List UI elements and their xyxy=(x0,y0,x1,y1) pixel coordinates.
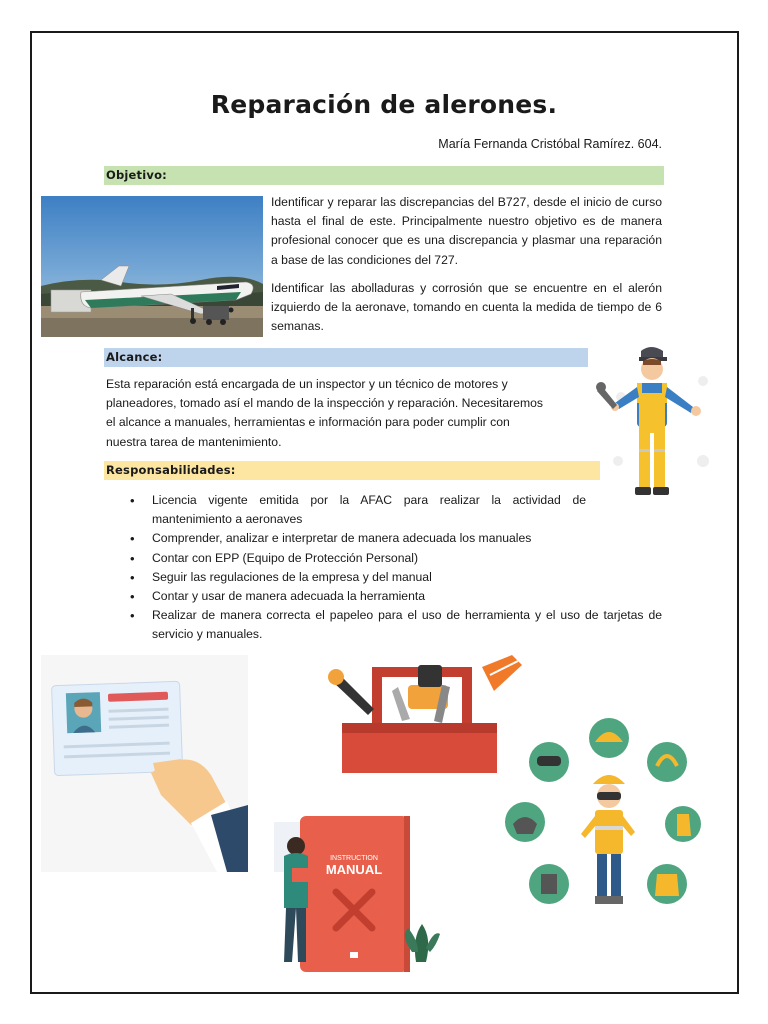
objetivo-paragraph-1: Identificar y reparar las discrepancias del B727, desde el inicio de curso hasta el final de este. Principalmente nuestro objetivo es de manera profesional conocer que es una discrepancia y plasmar una reparación a base de las condiciones del 727. xyxy=(271,195,662,267)
responsabilidades-heading: Responsabilidades: xyxy=(104,461,600,480)
list-item: • Contar y usar de manera adecuada la herramienta xyxy=(130,587,662,606)
ppe-equipment-illustration xyxy=(497,710,701,925)
list-item: • Seguir las regulaciones de la empresa y del manual xyxy=(130,568,662,587)
list-item: • Licencia vigente emitida por la AFAC para realizar la actividad de mantenimiento a aeronaves xyxy=(130,491,586,529)
document-title: Reparación de alerones. xyxy=(210,90,558,119)
manual-cover-line1: INSTRUCTION xyxy=(330,855,378,862)
list-item: • Contar con EPP (Equipo de Protección Personal) xyxy=(130,549,662,568)
list-item: • Realizar de manera correcta el papeleo para el uso de herramienta y el uso de tarjetas de servicio y manuales. xyxy=(130,606,662,644)
objetivo-paragraph-2: Identificar las abolladuras y corrosión que se encuentre en el alerón izquierdo de la aeronave, tomando en cuenta la medida de tiempo de 6 semanas. xyxy=(271,281,662,334)
manual-cover-line2: MANUAL xyxy=(325,862,383,877)
instruction-manual-illustration xyxy=(262,812,440,977)
alcance-heading: Alcance: xyxy=(104,348,588,367)
responsabilidades-list xyxy=(130,491,662,645)
objetivo-heading: Objetivo: xyxy=(104,166,664,185)
airplane-photo xyxy=(41,196,263,337)
technician-illustration xyxy=(593,345,711,501)
author-line: María Fernanda Cristóbal Ramírez. 604. xyxy=(438,137,662,151)
toolbox-illustration xyxy=(322,655,525,777)
license-card-illustration xyxy=(41,655,248,872)
alcance-paragraph: Esta reparación está encargada de un inspector y un técnico de motores y planeadores, tomado así el mando de la inspección y reparación. Necesitaremos el alcance a manuales, herramientas e información para poder cumplir con nuestra tarea de mantenimiento. xyxy=(106,377,543,449)
list-item: • Comprender, analizar e interpretar de manera adecuada los manuales xyxy=(130,529,662,548)
